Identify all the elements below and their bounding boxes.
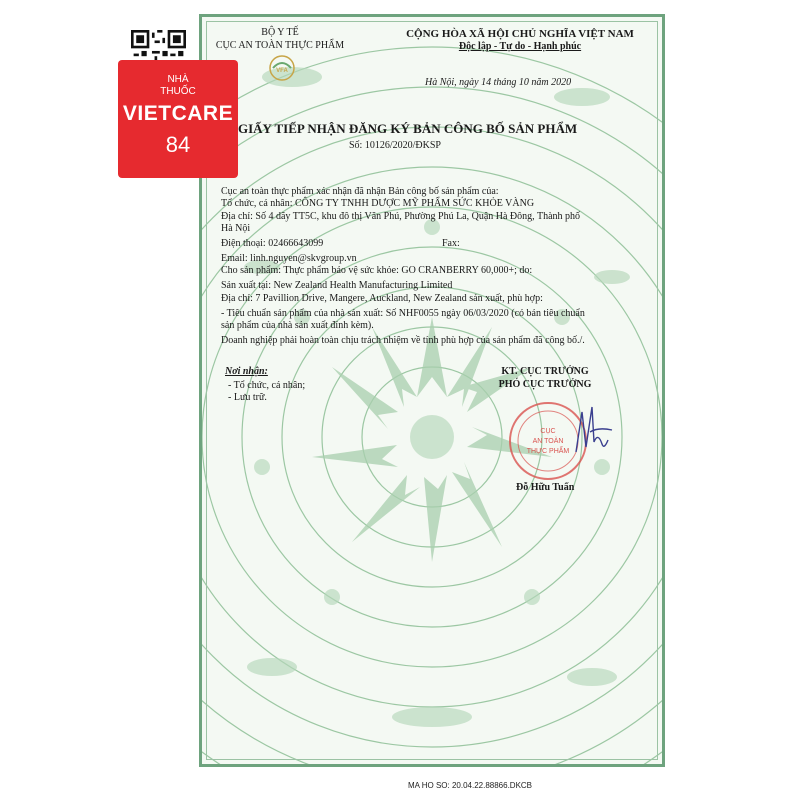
standard-line1: - Tiêu chuẩn sản phẩm của nhà sản xuất: Số NHF0055 ngày 06/03/2020 (có bản tiêu chuẩn: [221, 308, 585, 319]
manufacturer-address: Địa chỉ: 7 Pavillion Drive, Mangere, Auckland, New Zealand sản xuất, phù hợp:: [221, 293, 543, 304]
signer-role2: PHÓ CỤC TRƯỞNG: [498, 379, 592, 390]
svg-text:AN TOÀN: AN TOÀN: [532, 438, 564, 445]
signer-name: Đỗ Hữu Tuấn: [516, 482, 575, 493]
signer-role1: KT. CỤC TRƯỞNG: [501, 366, 589, 377]
recipient-item: - Lưu trữ.: [228, 392, 267, 403]
registration-number: Số: 10126/2020/ĐKSP: [349, 140, 441, 151]
recipient-item: - Tổ chức, cá nhân;: [228, 380, 306, 391]
department-name: CỤC AN TOÀN THỰC PHẨM: [215, 40, 345, 51]
svg-text:VFA: VFA: [276, 68, 288, 74]
dossier-code: MA HO SO: 20.04.22.88866.DKCB: [407, 781, 533, 790]
badge-brand: VIETCARE: [122, 102, 234, 125]
phone: Điện thoại: 02466643099: [221, 238, 324, 249]
ministry-name: BỘ Y TẾ: [261, 27, 299, 38]
badge-label: [118, 74, 238, 98]
document-title: GIẤY TIẾP NHẬN ĐĂNG KÝ BẢN CÔNG BỐ SẢN PHẨM: [238, 121, 578, 136]
fax: Fax:: [442, 238, 460, 249]
manufacturer: Sản xuất tại: New Zealand Health Manufacturing Limited: [221, 280, 453, 291]
svg-text:THỰC PHẨM: THỰC PHẨM: [526, 448, 570, 455]
organization: Tổ chức, cá nhân: CÔNG TY TNHH DƯỢC MỸ PHẨM SỨC KHỎE VÀNG: [221, 198, 535, 209]
republic-name: CỘNG HÒA XÃ HỘI CHỦ NGHĨA VIỆT NAM: [406, 28, 634, 40]
standard-line2: sản phẩm của nhà sản xuất đính kèm).: [221, 320, 374, 331]
address-line1: Địa chỉ: Số 4 dãy TT5C, khu đô thị Văn Phú, Phường Phú La, Quận Hà Đông, Thành phố: [221, 211, 581, 222]
badge-line2: THUỐC: [160, 86, 196, 97]
national-motto: Độc lập - Tự do - Hạnh phúc: [458, 41, 582, 52]
vfa-logo-icon: [268, 54, 296, 82]
recipients-label: Nơi nhận:: [225, 366, 268, 377]
email: Email: linh.nguyen@skvgroup.vn: [221, 253, 357, 264]
pharmacy-badge: [118, 60, 238, 178]
badge-number: 84: [165, 132, 191, 157]
product: Cho sản phẩm: Thực phẩm bảo vệ sức khỏe: GO CRANBERRY 60,000+; do:: [221, 265, 533, 276]
place-date: Hà Nội, ngày 14 tháng 10 năm 2020: [425, 77, 572, 88]
signature-icon: [568, 402, 618, 462]
intro-text: Cục an toàn thực phẩm xác nhận đã nhận Bản công bố sản phẩm của:: [221, 186, 499, 197]
svg-text:CỤC: CỤC: [540, 428, 556, 435]
address-line2: Hà Nội: [221, 223, 251, 234]
badge-line1: NHÀ: [167, 74, 189, 85]
responsibility-statement: Doanh nghiệp phải hoàn toàn chịu trách nhiệm về tính phù hợp của sản phẩm đã công bố./.: [221, 335, 585, 346]
